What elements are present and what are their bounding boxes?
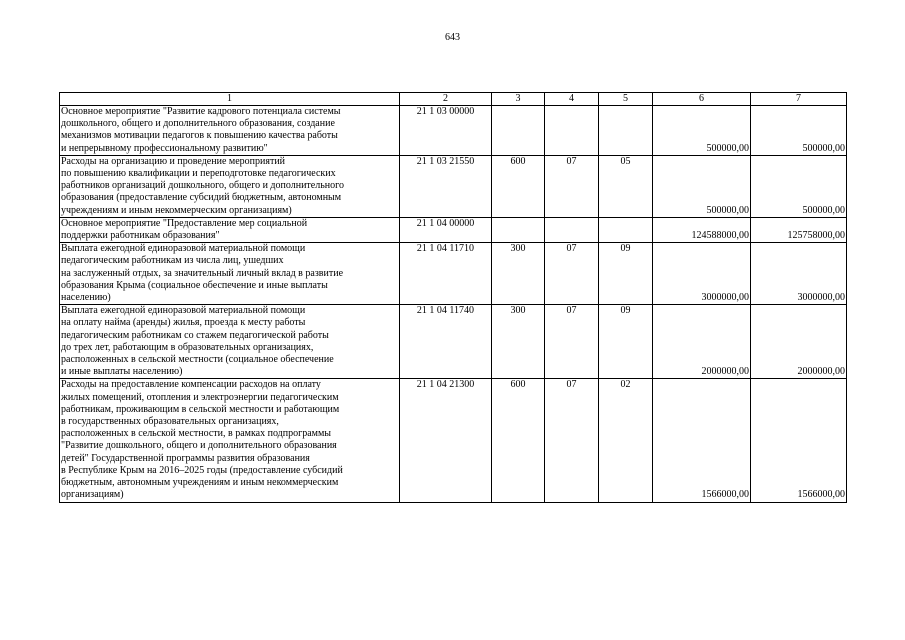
row-code: 21 1 04 11710 [400, 243, 492, 305]
row-code: 21 1 03 21550 [400, 155, 492, 217]
row-amount-col6: 1566000,00 [653, 379, 751, 502]
budget-table [59, 92, 847, 503]
table-row [60, 243, 847, 305]
row-amount-col7: 2000000,00 [751, 305, 847, 379]
row-code: 21 1 04 21300 [400, 379, 492, 502]
row-amount-col7: 500000,00 [751, 155, 847, 217]
row-col3: 600 [492, 155, 545, 217]
row-code: 21 1 03 00000 [400, 106, 492, 156]
row-description: Расходы на предоставление компенсации расходов на оплату жилых помещений, отопления и электроэнергии педагогическим работникам, проживающим в сельской местности и работающим в государственных образовательных организациях, расположенных в сельской местности, в рамках подпрограммы "Развитие дошкольного, общего и дополнительного образования детей" Государственной программы развития образования в Республике Крым на 2016–2025 годы (предоставление субсидий бюджетным, автономным учреждениям и иным некоммерческим организациям) [60, 379, 400, 502]
row-col5 [599, 106, 653, 156]
row-amount-col7: 125758000,00 [751, 217, 847, 242]
row-col4: 07 [545, 243, 599, 305]
column-header: 6 [653, 93, 751, 106]
row-amount-col7: 500000,00 [751, 106, 847, 156]
table-header-row [60, 93, 847, 106]
row-col3: 300 [492, 305, 545, 379]
row-col5 [599, 217, 653, 242]
row-col4 [545, 217, 599, 242]
row-col3: 300 [492, 243, 545, 305]
row-description: Выплата ежегодной единоразовой материальной помощи педагогическим работникам из числа лиц, ушедших на заслуженный отдых, за значительный личный вклад в развитие образования Крыма (социальное обеспечение и иные выплаты населению) [60, 243, 400, 305]
row-col5: 09 [599, 305, 653, 379]
column-header: 5 [599, 93, 653, 106]
row-col5: 02 [599, 379, 653, 502]
row-code: 21 1 04 11740 [400, 305, 492, 379]
table-row [60, 155, 847, 217]
table-row [60, 106, 847, 156]
row-amount-col6: 124588000,00 [653, 217, 751, 242]
row-col5: 05 [599, 155, 653, 217]
row-col4: 07 [545, 379, 599, 502]
column-header: 7 [751, 93, 847, 106]
row-col4: 07 [545, 305, 599, 379]
row-amount-col6: 500000,00 [653, 155, 751, 217]
row-amount-col6: 2000000,00 [653, 305, 751, 379]
row-amount-col7: 3000000,00 [751, 243, 847, 305]
row-description: Выплата ежегодной единоразовой материальной помощи на оплату найма (аренды) жилья, проезда к месту работы педагогическим работникам со стажем педагогической работы до трех лет, работающим в образовательных организациях, расположенных в сельской местности (социальное обеспечение и иные выплаты населению) [60, 305, 400, 379]
row-amount-col6: 500000,00 [653, 106, 751, 156]
table-row [60, 305, 847, 379]
table-row [60, 379, 847, 502]
row-col3: 600 [492, 379, 545, 502]
page-number: 643 [445, 32, 460, 43]
row-amount-col6: 3000000,00 [653, 243, 751, 305]
row-col4: 07 [545, 155, 599, 217]
row-col4 [545, 106, 599, 156]
column-header: 1 [60, 93, 400, 106]
row-description: Расходы на организацию и проведение мероприятий по повышению квалификации и переподготовке педагогических работников организаций дошкольного, общего и дополнительного образования (предоставление субсидий бюджетным, автономным учреждениям и иным некоммерческим организациям) [60, 155, 400, 217]
column-header: 3 [492, 93, 545, 106]
column-header: 4 [545, 93, 599, 106]
row-col3 [492, 217, 545, 242]
column-header: 2 [400, 93, 492, 106]
row-amount-col7: 1566000,00 [751, 379, 847, 502]
table-row [60, 217, 847, 242]
row-code: 21 1 04 00000 [400, 217, 492, 242]
row-description: Основное мероприятие "Развитие кадрового потенциала системы дошкольного, общего и дополнительного образования, создание механизмов мотивации педагогов к повышению качества работы и непрерывному профессиональному развитию" [60, 106, 400, 156]
row-col3 [492, 106, 545, 156]
row-col5: 09 [599, 243, 653, 305]
row-description: Основное мероприятие "Предоставление мер социальной поддержки работникам образования" [60, 217, 400, 242]
